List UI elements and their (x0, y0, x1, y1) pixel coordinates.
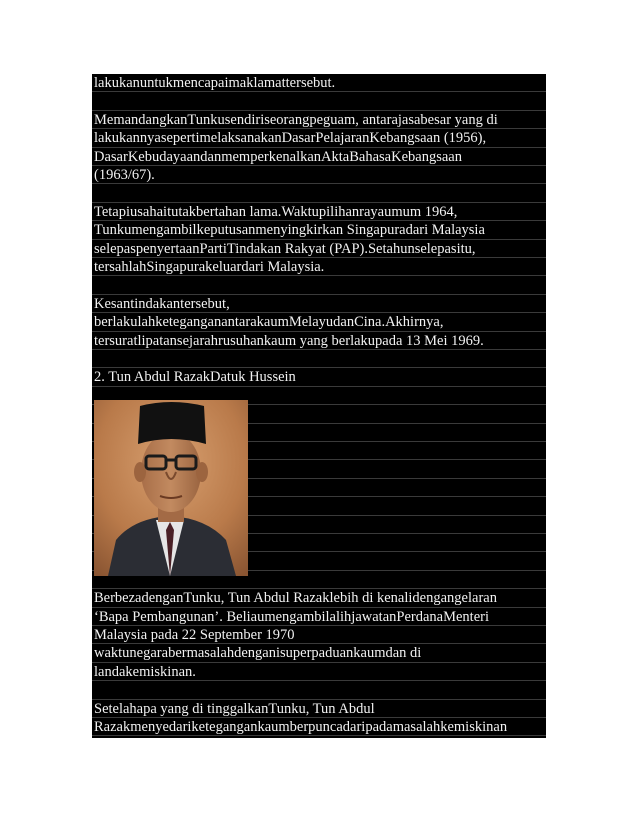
text-line: Setelahapa yang di tinggalkanTunku, Tun Abdul (94, 700, 375, 717)
text-line: Malaysia pada 22 September 1970 (94, 627, 295, 643)
text-row (92, 700, 546, 718)
text-line: Razakmenyedariketegangankaumberpuncadaripadamasalahkemiskinan (94, 719, 508, 735)
text-row (92, 295, 546, 313)
text-line: Tunkumengambilkeputusanmenyingkirkan Singapuradari Malaysia (94, 222, 485, 239)
text-row (92, 203, 546, 221)
text-line: DasarKebudayaandanmemperkenalkanAktaBahasaKebangsaan (94, 148, 462, 165)
text-line: Kesantindakantersebut, (94, 295, 230, 312)
text-row (92, 589, 546, 607)
text-line: (1963/67). (94, 167, 155, 183)
document-text-block (92, 74, 546, 738)
text-line: Tetapiusahaitutakbertahan lama.Waktupilihanrayaumum 1964, (94, 203, 458, 220)
text-line: berlakulahketeganganantarakaumMelayudanCina.Akhirnya, (94, 314, 444, 331)
text-line: waktunegarabermasalahdenganisuperpaduankaumdan di (94, 645, 422, 662)
text-row (92, 313, 546, 331)
text-row (92, 350, 546, 368)
text-line: ‘Bapa Pembangunan’. BeliaumengambilalihjawatanPerdanaMenteri (94, 608, 489, 625)
text-line: landakemiskinan. (94, 663, 196, 680)
text-line: lakukanuntukmencapaimaklamattersebut. (94, 75, 336, 91)
text-row (92, 148, 546, 166)
text-row (92, 718, 546, 736)
text-row (92, 368, 546, 386)
portrait-photo (94, 400, 248, 576)
text-line: tersuratlipatansejarahrusuhankaum yang berlakupada 13 Mei 1969. (94, 332, 484, 349)
text-row (92, 608, 546, 626)
text-row (92, 221, 546, 239)
text-row (92, 111, 546, 129)
text-row (92, 332, 546, 350)
text-line: 2. Tun Abdul RazakDatuk Hussein (94, 369, 296, 386)
text-line: lakukannyasepertimelaksanakanDasarPelajaranKebangsaan (1956), (94, 130, 487, 147)
text-line: tersahlahSingapurakeluardari Malaysia. (94, 259, 325, 275)
text-row (92, 240, 546, 258)
text-row (92, 276, 546, 294)
text-row (92, 258, 546, 276)
text-row (92, 92, 546, 110)
text-line: MemandangkanTunkusendiriseorangpeguam, antarajasabesar yang di (94, 111, 498, 128)
text-row (92, 626, 546, 644)
text-line: selepaspenyertaanPartiTindakan Rakyat (PAP).Setahunselepasitu, (94, 240, 476, 257)
text-row (92, 74, 546, 92)
text-row (92, 644, 546, 662)
text-row (92, 129, 546, 147)
text-row (92, 681, 546, 699)
text-row (92, 166, 546, 184)
text-row (92, 184, 546, 202)
text-line: BerbezadenganTunku, Tun Abdul Razaklebih di kenalidengangelaran (94, 590, 497, 607)
text-row (92, 663, 546, 681)
